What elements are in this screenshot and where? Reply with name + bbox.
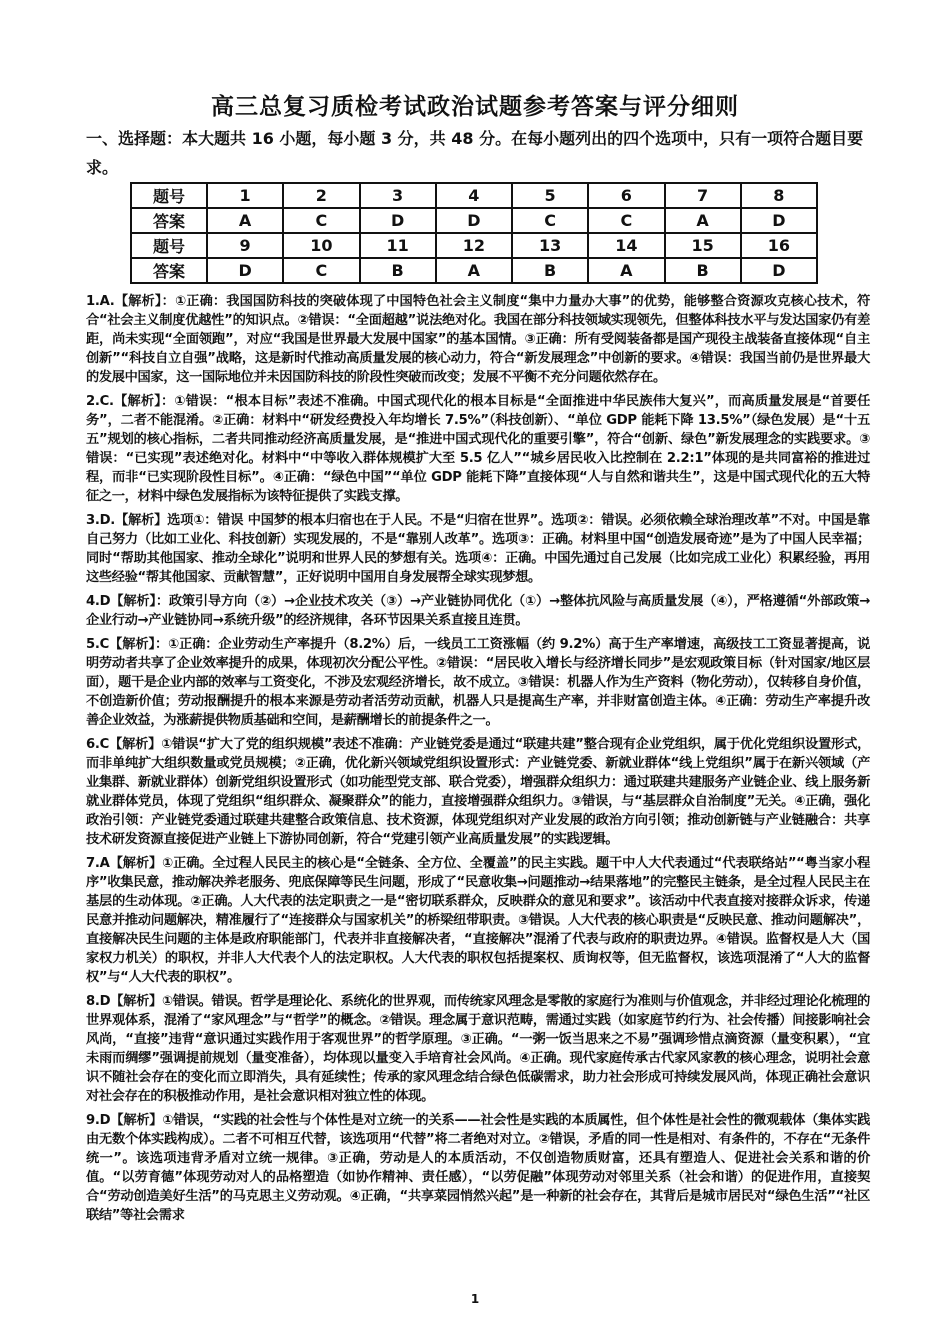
table-cell: 15 [665, 233, 741, 258]
table-header-cell: 答案 [131, 208, 207, 233]
table-cell: D [360, 208, 436, 233]
answer-table-row [131, 258, 817, 283]
table-cell: 9 [207, 233, 283, 258]
table-cell: 12 [436, 233, 512, 258]
table-cell: 8 [741, 183, 817, 208]
table-cell: 4 [436, 183, 512, 208]
table-cell: D [741, 208, 817, 233]
answer-table [130, 182, 818, 284]
table-cell: 6 [588, 183, 664, 208]
explanation-item [86, 854, 870, 987]
question-answer-label: 4.D [86, 594, 111, 609]
table-cell: 7 [665, 183, 741, 208]
explanation-item [86, 392, 870, 506]
table-cell: A [207, 208, 283, 233]
explanation-item [86, 635, 870, 730]
section-heading: 一、选择题：本大题共 16 小题，每小题 3 分，共 48 分。在每小题列出的四个选项中，只有一项符合题目要求。 [86, 129, 864, 177]
question-answer-label: 2.C. [86, 394, 114, 409]
question-answer-label: 5.C [86, 637, 109, 652]
explanation-text: 【解析】①正确。全过程人民民主的核心是“全链条、全方位、全覆盖”的民主实践。题干中人大代表通过“代表联络站”“粤当家小程序”收集民意，推动解决养老服务、兜底保障等民生问题，形成了“民意收集→问题推动→结果落地”的完整民主链条，是全过程人民民主在基层的生动体现。②正确。人大代表的法定职责之一是“密切联系群众，反映群众的意见和要求”。该活动中代表直接对接群众诉求，传递民意并推动问题解决，精准履行了“连接群众与国家机关”的桥梁纽带职责。③错误。人大代表的核心职责是“反映民意、推动问题解决”，直接解决民生问题的主体是政府职能部门，代表并非直接解决者，“直接解决”混淆了代表与政府的职责边界。④错误。监督权是人大（国家权力机关）的职权，并非人大代表个人的法定职权。人大代表的职权包括提案权、质询权等，但无监督权，该选项混淆了“人大的监督权”与“人大代表的职权”。 [86, 856, 870, 985]
table-cell: A [588, 258, 664, 283]
question-answer-label: 1.A. [86, 294, 115, 309]
table-cell: 2 [283, 183, 359, 208]
question-answer-label: 7.A [86, 856, 110, 871]
explanation-item [86, 992, 870, 1106]
table-cell: C [588, 208, 664, 233]
answer-table-row [131, 183, 817, 208]
table-cell: D [741, 258, 817, 283]
table-cell: B [360, 258, 436, 283]
table-cell: B [512, 258, 588, 283]
table-cell: C [283, 208, 359, 233]
table-cell: 16 [741, 233, 817, 258]
explanation-item [86, 735, 870, 849]
explanation-item [86, 1111, 870, 1225]
table-cell: 11 [360, 233, 436, 258]
table-cell: 10 [283, 233, 359, 258]
explanation-text: 【解析】：①错误：“根本目标”表述不准确。中国式现代化的根本目标是“全面推进中华民族伟大复兴”，而高质量发展是“首要任务”，二者不能混淆。②正确：材料中“研发经费投入年均增长 7.5%”（科技创新）、“单位 GDP 能耗下降 13.5%”（绿色发展）是“十五五”规划的核心指标，二者共同推动经济高质量发展，是“推进中国式现代化的重要引擎”，符合“创新、绿色”新发展理念的实践要求。③错误：“已实现”表述绝对化。材料中“中等收入群体规模扩大至 5.5 亿人”“城乡居民收入比控制在 2.2:1”体现的是共同富裕的推进过程，而非“已实现阶段性目标”。④正确：“绿色中国”“单位 GDP 能耗下降”直接体现“人与自然和谐共生”，这是中国式现代化的五大特征之一，材料中绿色发展指标为该特征提供了实践支撑。 [86, 394, 870, 504]
explanation-item [86, 592, 870, 630]
explanation-item [86, 511, 870, 587]
table-cell: 13 [512, 233, 588, 258]
explanation-text: 【解析】：①正确：企业劳动生产率提升（8.2%）后，一线员工工资涨幅（约 9.2%）高于生产率增速，高级技工工资显著提高，说明劳动者共享了企业效率提升的成果，体现初次分配公平性。②错误：“居民收入增长与经济增长同步”是宏观政策目标（针对国家/地区层面），题干是企业内部的效率与工资变化，不涉及宏观经济增长，故不成立。③错误：机器人作为生产资料（物化劳动），仅转移自身价值，不创造新价值；劳动报酬提升的根本来源是劳动者活劳动贡献，机器人只是提高生产率，并非财富创造主体。④正确：劳动生产率提升改善企业效益，为涨薪提供物质基础和空间，是薪酬增长的前提条件之一。 [86, 637, 870, 728]
table-cell: A [436, 258, 512, 283]
table-cell: 1 [207, 183, 283, 208]
table-cell: B [665, 258, 741, 283]
explanations-list [86, 292, 870, 1230]
table-header-cell: 答案 [131, 258, 207, 283]
explanation-text: 【解析】①错误。错误。哲学是理论化、系统化的世界观，而传统家风理念是零散的家庭行为准则与价值观念，并非经过理论化梳理的世界观体系，混淆了“家风理念”与“哲学”的概念。②错误。理念属于意识范畴，需通过实践（如家庭节约行为、社会传播）间接影响社会风尚，“直接”违背“意识通过实践作用于客观世界”的哲学原理。③正确。“一粥一饭当思来之不易”强调珍惜点滴资源（量变积累），“宜未雨而绸缪”强调提前规划（量变准备），均体现以量变入手培育社会风尚。④正确。现代家庭传承古代家风家教的核心理念，说明社会意识不随社会存在的变化而立即消失，具有延续性；传承的家风理念结合绿色低碳需求，助力社会形成可持续发展风尚，体现正确社会意识对社会存在的积极推动作用，是社会意识相对独立性的体现。 [86, 994, 870, 1104]
explanation-item [86, 292, 870, 387]
page-title: 高三总复习质检考试政治试题参考答案与评分细则 [211, 94, 739, 120]
explanation-text: 【解析】①错误，“实践的社会性与个体性是对立统一的关系——社会性是实践的本质属性，但个体性是社会性的微观载体（集体实践由无数个体实践构成）。二者不可相互代替，该选项用“代替”将二者绝对对立。②错误，矛盾的同一性是相对、有条件的，不存在“无条件统一”。该选项违背矛盾对立统一规律。③正确，劳动是人的本质活动，不仅创造物质财富，还具有塑造人、促进社会关系和谐的价值。“以劳育德”体现劳动对人的品格塑造（如协作精神、责任感），“以劳促融”体现劳动对邻里关系（社会和谐）的促进作用，直接契合“劳动创造美好生活”的马克思主义劳动观。④正确，“共享菜园悄然兴起”是一种新的社会存在，其背后是城市居民对“绿色生活”“社区联结”等社会需求 [86, 1113, 870, 1223]
question-answer-label: 8.D [86, 994, 111, 1009]
question-answer-label: 3.D. [86, 513, 115, 528]
explanation-text: 【解析】：政策引导方向（②）→企业技术攻关（③）→产业链协同优化（①）→整体抗风险与高质量发展（④），严格遵循“外部政策→企业行动→产业链协同→系统升级”的经济规律，各环节因果关系直接且连贯。 [86, 594, 870, 628]
explanation-text: 【解析】①错误“扩大了党的组织规模”表述不准确：产业链党委是通过“联建共建”整合现有企业党组织，属于优化党组织设置形式，而非单纯扩大组织数量或党员规模；②正确，优化新兴领域党组织设置形式：产业链党委、新就业群体“线上党组织”属于在新兴领域（产业集群、新就业群体）创新党组织设置形式（如功能型党支部、联合党委），增强群众组织力：通过联建共建服务产业链企业、线上服务新就业群体党员，体现了党组织“组织群众、凝聚群众”的能力，直接增强群众组织力。③错误，与“基层群众自治制度”无关。④正确，强化政治引领：产业链党委通过联建共建整合政策信息、技术资源，体现党组织对产业发展的政治方向引领；推动创新链与产业链融合：共享技术研发资源直接促进产业链上下游协同创新，符合“党建引领产业高质量发展”的实践逻辑。 [86, 737, 870, 847]
table-cell: 3 [360, 183, 436, 208]
page-number: 1 [470, 1292, 480, 1306]
answer-table-row [131, 208, 817, 233]
question-answer-label: 9.D [86, 1113, 111, 1128]
explanation-text: 【解析】选项①：错误 中国梦的根本归宿也在于人民。不是“归宿在世界”。选项②：错误。必须依赖全球治理改革”不对。中国是靠自己努力（比如工业化、科技创新）实现发展的，不是“靠别人改革”。选项③：正确。材料里中国“创造发展奇迹”是为了中国人民幸福；同时“帮助其他国家、推动全球化”说明和世界人民的梦想有关。选项④：正确。中国先通过自己发展（比如完成工业化）积累经验，再用这些经验“帮其他国家、贡献智慧”，正好说明中国用自身发展帮全球实现梦想。 [86, 513, 870, 585]
table-cell: D [207, 258, 283, 283]
table-cell: C [283, 258, 359, 283]
question-answer-label: 6.C [86, 737, 109, 752]
table-cell: 5 [512, 183, 588, 208]
table-cell: 14 [588, 233, 664, 258]
table-cell: A [665, 208, 741, 233]
explanation-text: 【解析】：①正确：我国国防科技的突破体现了中国特色社会主义制度“集中力量办大事”的优势，能够整合资源攻克核心技术，符合“社会主义制度优越性”的知识点。②错误：“全面超越”说法绝对化。我国在部分科技领域实现领先，但整体科技水平与发达国家仍有差距，尚未实现“全面领跑”，对应“我国是世界最大发展中国家”的基本国情。③正确：所有受阅装备都是国产现役主战装备直接体现“自主创新”“科技自立自强”战略，这是新时代推动高质量发展的核心动力，符合“新发展理念”中创新的要求。④错误：我国当前仍是世界最大的发展中国家，这一国际地位并未因国防科技的阶段性突破而改变；发展不平衡不充分问题依然存在。 [86, 294, 870, 385]
table-header-cell: 题号 [131, 183, 207, 208]
table-cell: C [512, 208, 588, 233]
table-header-cell: 题号 [131, 233, 207, 258]
table-cell: D [436, 208, 512, 233]
answer-table-row [131, 233, 817, 258]
